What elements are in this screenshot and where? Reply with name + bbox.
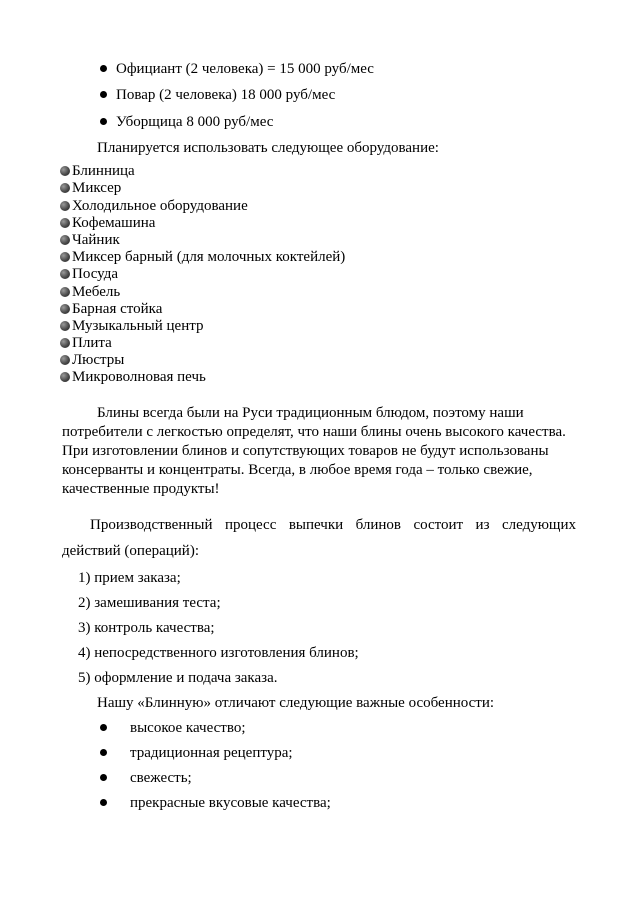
bullet-ball-icon [60,338,70,348]
equipment-item [60,283,120,301]
staff-item [100,113,273,131]
bullet-ball-icon [60,355,70,365]
bullet-ball-icon [60,304,70,314]
process-step: 3) контроль качества; [78,620,215,636]
bullet-icon [100,799,107,806]
bullet-icon [100,724,107,731]
process-step: 2) замешивания теста; [78,595,221,611]
feature-item [100,794,331,812]
bullet-ball-icon [60,235,70,245]
equipment-item-text: Музыкальный центр [72,318,204,334]
bullet-ball-icon [60,321,70,331]
process-step: 4) непосредственного изготовления блинов; [78,645,359,661]
bullet-icon [100,749,107,756]
equipment-item-text: Холодильное оборудование [72,198,248,214]
quality-paragraph-line: консерванты и концентраты. Всегда, в любое время года – только свежие, [62,462,533,478]
equipment-item-text: Кофемашина [72,215,156,231]
feature-item-text: традиционная рецептура; [130,745,293,761]
bullet-ball-icon [60,252,70,262]
equipment-item [60,231,120,249]
equipment-item [60,300,162,318]
feature-item-text: свежесть; [130,770,192,786]
equipment-item [60,197,248,215]
feature-item-text: высокое качество; [130,720,246,736]
process-intro-continued: действий (операций): [62,543,199,559]
quality-paragraph-line: качественные продукты! [62,481,220,497]
equipment-intro: Планируется использовать следующее оборудование: [97,140,439,156]
bullet-icon [100,118,107,125]
equipment-item [60,351,124,369]
equipment-item [60,334,112,352]
bullet-icon [100,91,107,98]
equipment-item-text: Мебель [72,284,121,300]
bullet-ball-icon [60,218,70,228]
bullet-icon [100,65,107,72]
equipment-item [60,179,121,197]
equipment-item-text: Люстры [72,352,125,368]
equipment-item [60,162,135,180]
process-step: 1) прием заказа; [78,570,181,586]
staff-item [100,86,335,104]
process-step: 5) оформление и подача заказа. [78,670,278,686]
quality-paragraph-line: Блины всегда были на Руси традиционным блюдом, поэтому наши [97,405,524,421]
staff-item-text: Повар (2 человека) 18 000 руб/мес [116,87,336,103]
bullet-ball-icon [60,287,70,297]
quality-paragraph-line: При изготовлении блинов и сопутствующих товаров не будут использованы [62,443,549,459]
equipment-item-text: Миксер [72,180,122,196]
bullet-ball-icon [60,201,70,211]
equipment-item-text: Блинница [72,163,135,179]
equipment-item-text: Барная стойка [72,301,163,317]
bullet-ball-icon [60,166,70,176]
equipment-item-text: Посуда [72,266,119,282]
equipment-item [60,214,155,232]
equipment-item [60,368,206,386]
equipment-item-text: Чайник [72,232,120,248]
feature-item [100,719,246,737]
process-intro: Производственный процесс выпечки блинов состоит из следующих [90,517,576,533]
staff-item-text: Уборщица 8 000 руб/мес [116,114,274,130]
feature-item [100,769,192,787]
feature-item-text: прекрасные вкусовые качества; [130,795,331,811]
features-intro: Нашу «Блинную» отличают следующие важные особенности: [97,695,495,711]
feature-item [100,744,293,762]
equipment-item-text: Плита [72,335,112,351]
bullet-icon [100,774,107,781]
bullet-ball-icon [60,372,70,382]
equipment-item-text: Миксер барный (для молочных коктейлей) [72,249,346,265]
bullet-ball-icon [60,183,70,193]
staff-item [100,60,374,78]
equipment-item-text: Микроволновая печь [72,369,206,385]
equipment-item [60,248,345,266]
bullet-ball-icon [60,269,70,279]
equipment-item [60,265,118,283]
equipment-item [60,317,203,335]
quality-paragraph-line: потребители с легкостью определят, что наши блины очень высокого качества. [62,424,566,440]
staff-item-text: Официант (2 человека) = 15 000 руб/мес [116,61,374,77]
